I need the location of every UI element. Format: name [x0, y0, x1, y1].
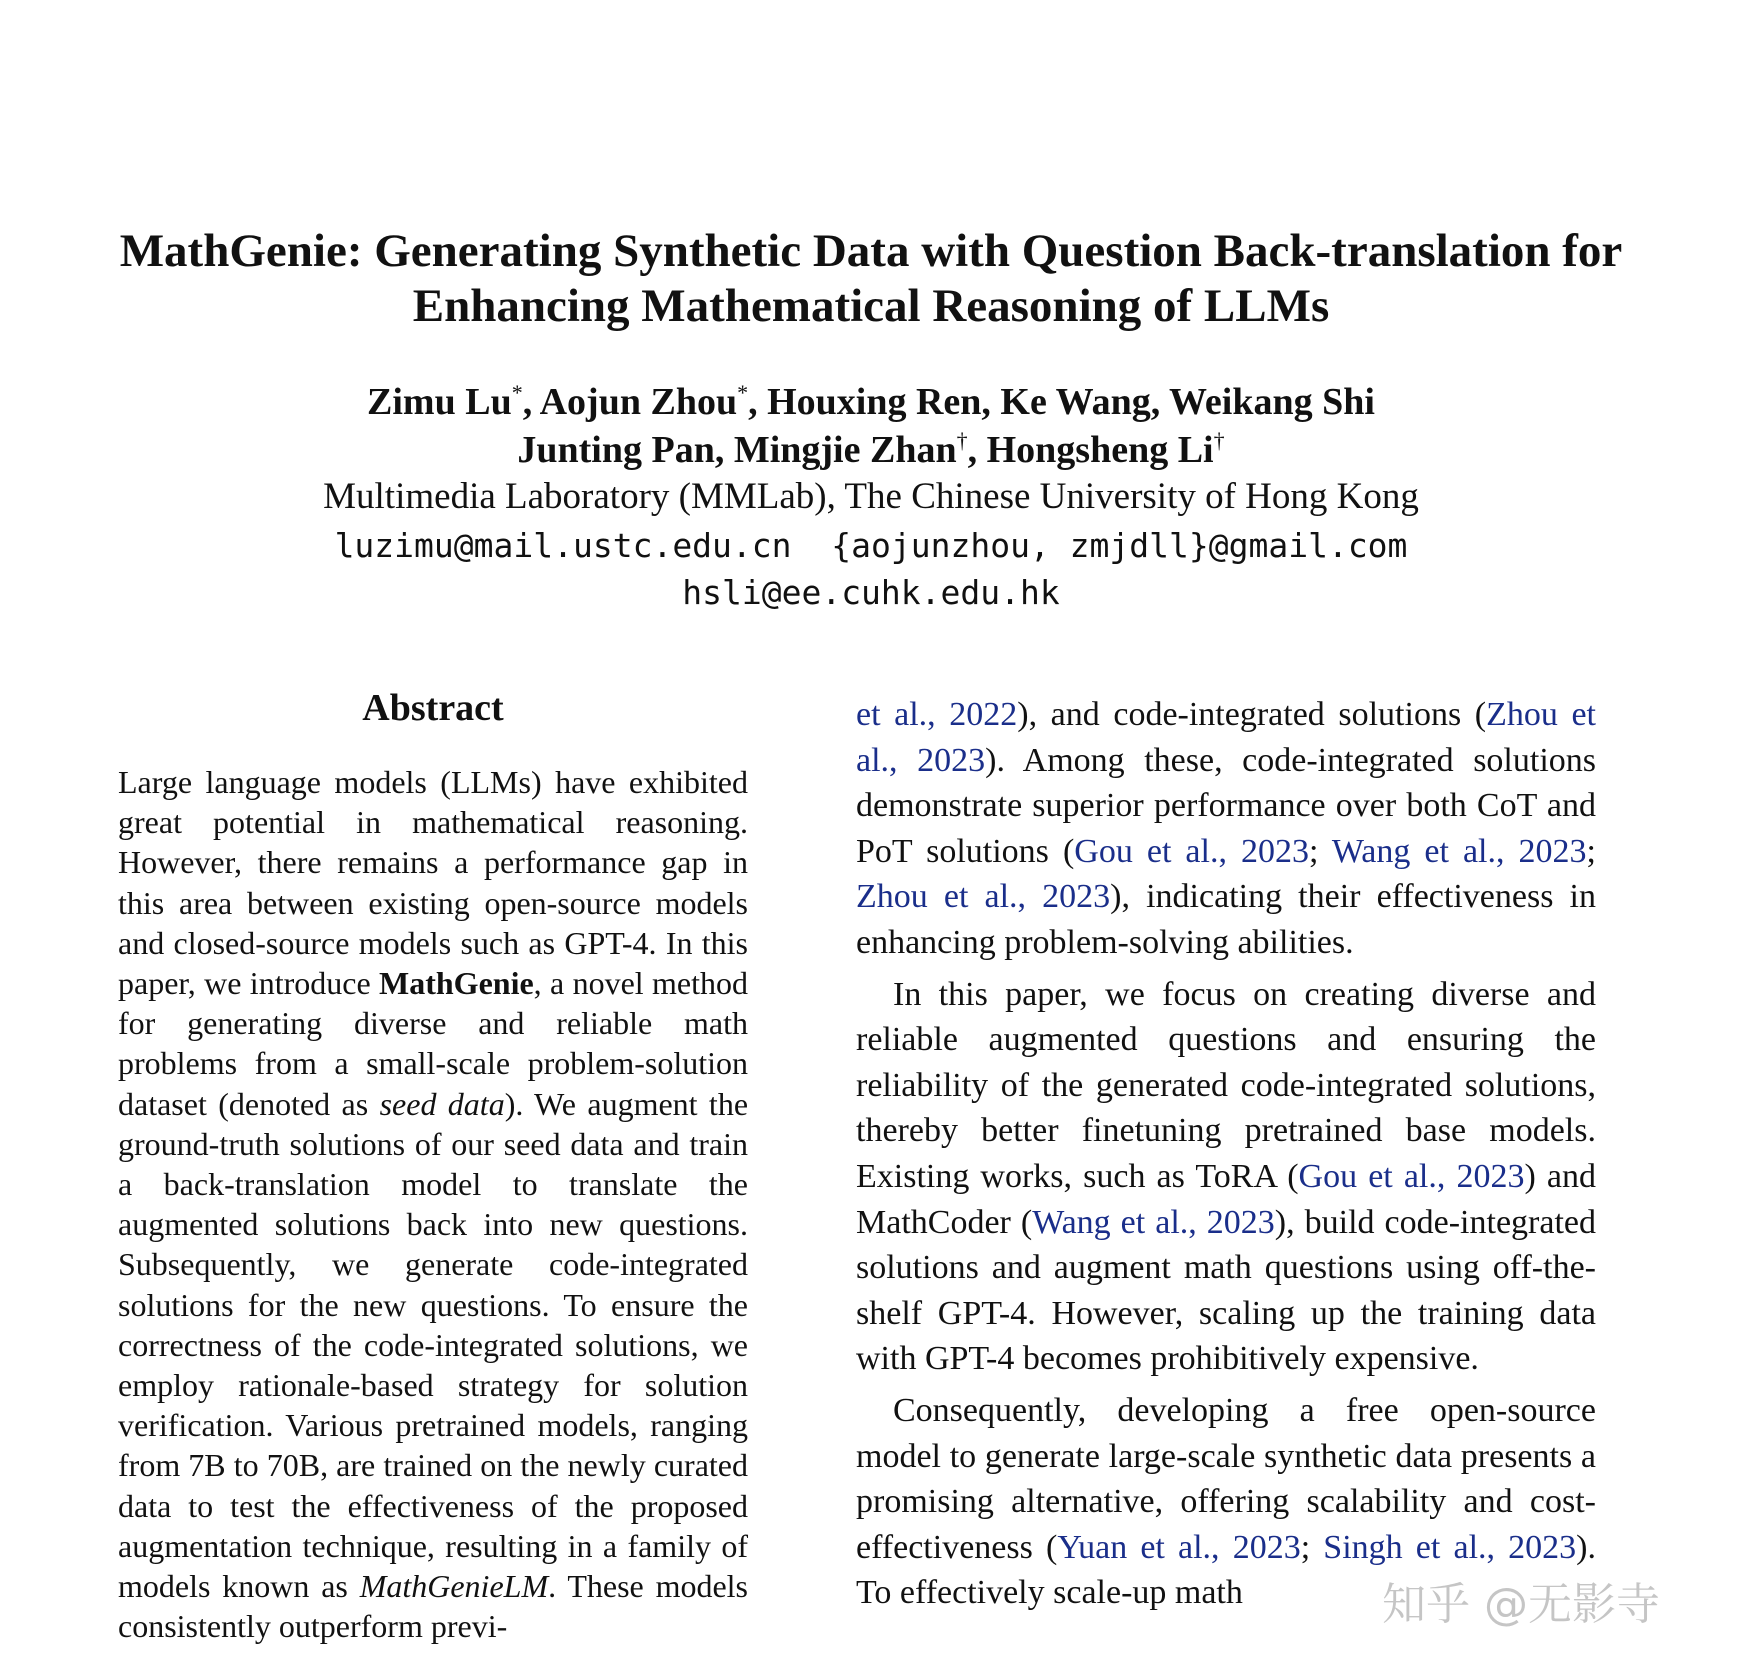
affiliation: Multimedia Laboratory (MMLab), The Chinese University of Hong Kong	[323, 476, 1419, 517]
right-column	[856, 692, 1596, 1622]
paragraph-text: In this paper, we focus on creating diverse and reliable augmented questions and ensuring the reliability of the generated code-integrated solutions, thereby better finetuning pretrained base models. Existing works, such as ToRA (	[856, 975, 1596, 1195]
author-name: Weikang Shi	[1169, 381, 1375, 423]
citation-link[interactable]: Zhou et al., 2023	[856, 696, 1597, 779]
abstract-body	[118, 762, 748, 1646]
citation-link[interactable]: Zhou et al., 2023	[856, 878, 1111, 916]
title-line-2: Enhancing Mathematical Reasoning of LLMs	[412, 280, 1330, 332]
author-name: Houxing Ren	[767, 381, 982, 423]
emphasis: seed data	[379, 1085, 505, 1122]
paragraph-text: Consequently, developing a free open-source model to generate large-scale synthetic data presents a promising alternative, offering scalability and cost-effectiveness (	[856, 1391, 1596, 1566]
title-line-1: MathGenie: Generating Synthetic Data with Question Back-translation for	[119, 225, 1623, 277]
equal-contribution-mark: *	[737, 380, 749, 405]
citation-link[interactable]: Wang et al., 2023	[1032, 1203, 1275, 1241]
author-name: Zimu Lu	[367, 381, 512, 423]
equal-contribution-mark: *	[511, 380, 523, 405]
citation-link[interactable]: et al., 2022	[856, 696, 1018, 733]
author-line-2: Junting Pan, Mingjie Zhan†, Hongsheng Li†	[517, 428, 1225, 471]
paragraph-text: ;	[1586, 832, 1596, 870]
paragraph-text: ), indicating their effectiveness in enhancing problem-solving abilities.	[856, 878, 1596, 961]
corresponding-author-mark: †	[1213, 428, 1225, 453]
paragraph-text: ;	[1300, 1528, 1324, 1566]
paragraph	[856, 972, 1596, 1382]
author-list	[40, 378, 1702, 474]
abstract-text: ). We augment the ground-truth solutions of our seed data and train a back-translation model to translate the augmented solutions back into new questions. Subsequently, we generate code-integrated solutions for the new questions. To ensure the correctness of the code-integrated solutions, we employ rationale-based strategy for solution verification. Various pretrained models, ranging from 7B to 70B, are trained on the newly curated data to test the effectiveness of the proposed augmentation technique, resulting in a family of models known as	[118, 1085, 749, 1605]
paragraph-text: ). To effectively scale-up math	[856, 1528, 1596, 1612]
abstract-text: Large language models (LLMs) have exhibited great potential in mathematical reasoning. However, there remains a performance gap in this area between existing open-source models and closed-source models such as GPT-4. In this paper, we introduce	[118, 764, 748, 1002]
email-block	[40, 522, 1702, 616]
watermark: 知乎 @无影寺	[1382, 1579, 1660, 1630]
citation-link[interactable]: Gou et al., 2023	[1298, 1157, 1525, 1195]
citation-link[interactable]: Gou et al., 2023	[1074, 832, 1310, 870]
citation-link[interactable]: Yuan et al., 2023	[1057, 1528, 1301, 1566]
abstract-text: , a novel method for generating diverse and reliable math problems from a small-scale problem-solution dataset (denoted as	[118, 965, 749, 1122]
paper-title	[40, 224, 1702, 334]
abstract-text: . These models consistently outperform previ-	[118, 1568, 749, 1645]
paragraph-text: ), and code-integrated solutions (	[1017, 696, 1487, 733]
citation-link[interactable]: Singh et al., 2023	[1323, 1528, 1577, 1566]
paragraph-text: ;	[1309, 832, 1332, 870]
author-name: Hongsheng Li	[986, 429, 1214, 471]
author-name: Junting Pan	[517, 429, 715, 471]
author-name: Aojun Zhou	[539, 381, 738, 423]
citation-link[interactable]: Wang et al., 2023	[1331, 832, 1587, 870]
author-name: Mingjie Zhan	[733, 429, 957, 471]
corresponding-author-mark: †	[956, 428, 968, 453]
paragraph-text: ). Among these, code-integrated solutions demonstrate superior performance over both CoT and PoT solutions (	[856, 741, 1596, 870]
abstract-heading: Abstract	[362, 687, 504, 729]
author-line-1: Zimu Lu*, Aojun Zhou*, Houxing Ren, Ke Wang, Weikang Shi	[367, 380, 1375, 423]
email-line-1: luzimu@mail.ustc.edu.cn {aojunzhou, zmjdll}@gmail.com	[334, 526, 1408, 565]
email-line-2: hsli@ee.cuhk.edu.hk	[682, 573, 1060, 612]
paragraph-text: ) and MathCoder (	[856, 1157, 1596, 1241]
method-name: MathGenie	[379, 965, 534, 1002]
paragraph-text: ), build code-integrated solutions and augment math questions using off-the-shelf GPT-4. However, scaling up the training data with GPT-4 becomes prohibitively expensive.	[856, 1203, 1596, 1378]
model-family-name: MathGenieLM	[359, 1568, 549, 1605]
paragraph	[856, 692, 1596, 966]
author-name: Ke Wang	[1000, 381, 1151, 423]
